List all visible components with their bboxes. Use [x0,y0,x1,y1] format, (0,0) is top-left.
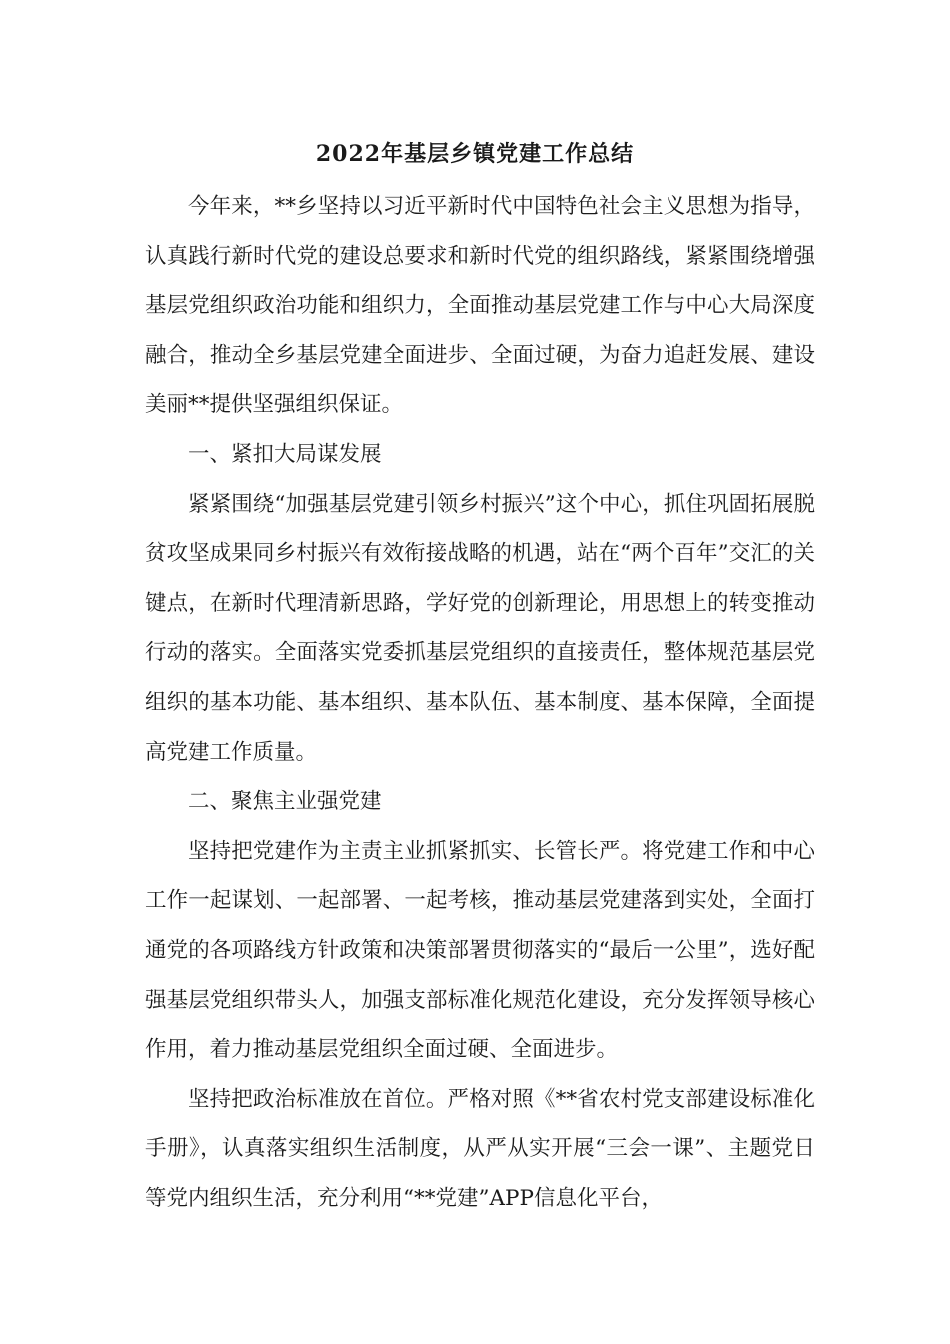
section-2-paragraph-2: 坚持把政治标准放在首位。严格对照《**省农村党支部建设标准化手册》，认真落实组织生活制度，从严从实开展“三会一课”、主题党日等党内组织生活，充分利用“**党建”APP信息化平台， [145,1086,815,1211]
document-title: 2022年基层乡镇党建工作总结 [315,141,635,167]
section-2-paragraph-1: 坚持把党建作为主责主业抓紧抓实、长管长严。将党建工作和中心工作一起谋划、一起部署、一起考核，推动基层党建落到实处，全面打通党的各项路线方针政策和决策部署贯彻落实的“最后一公里”，选好配强基层党组织带头人，加强支部标准化规范化建设，充分发挥领导核心作用，着力推动基层党组织全面过硬、全面进步。 [145,838,815,1063]
document-body [145,182,815,1223]
section-1-paragraph: 紧紧围绕“加强基层党建引领乡村振兴”这个中心，抓住巩固拓展脱贫攻坚成果同乡村振兴有效衔接战略的机遇，站在“两个百年”交汇的关键点，在新时代理清新思路，学好党的创新理论，用思想上的转变推动行动的落实。全面落实党委抓基层党组织的直接责任，整体规范基层党组织的基本功能、基本组织、基本队伍、基本制度、基本保障，全面提高党建工作质量。 [145,491,815,765]
section-heading-1: 一、紧扣大局谋发展 [188,441,382,467]
intro-paragraph: 今年来，**乡坚持以习近平新时代中国特色社会主义思想为指导，认真践行新时代党的建设总要求和新时代党的组织路线，紧紧围绕增强基层党组织政治功能和组织力，全面推动基层党建工作与中心大局深度融合，推动全乡基层党建全面进步、全面过硬，为奋力追赶发展、建设美丽**提供坚强组织保证。 [145,194,815,418]
section-heading-2: 二、聚焦主业强党建 [188,789,382,815]
